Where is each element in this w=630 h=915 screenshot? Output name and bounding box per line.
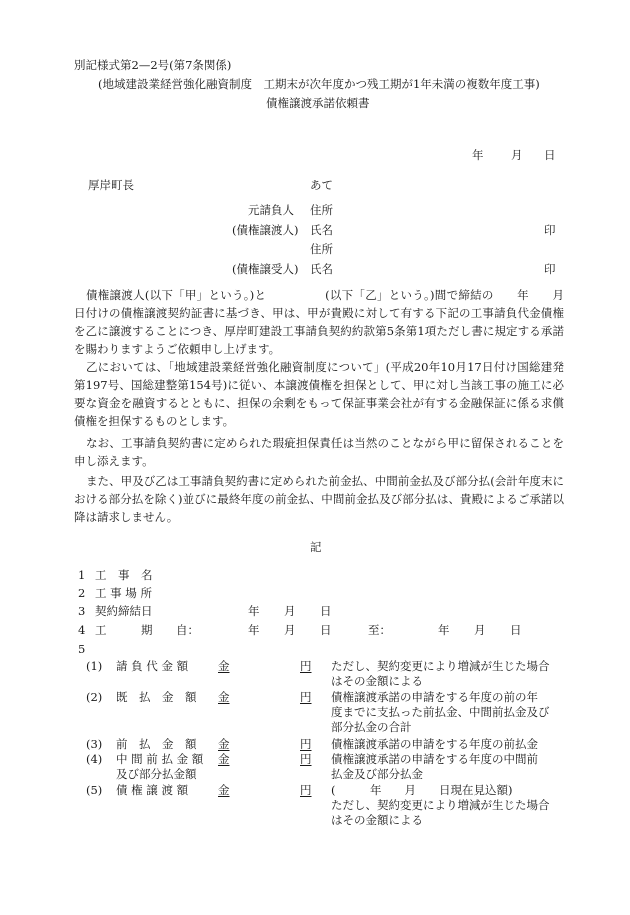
addressee-suffix: あて — [310, 178, 333, 192]
subitem-4-amount-prefix: 金 — [218, 752, 230, 766]
assignor-label: (債権譲渡人) — [232, 223, 299, 237]
subitem-3-label: 前 払 金 額 — [116, 737, 197, 751]
subitem-2-number: (2) — [86, 690, 103, 704]
item-2-label: 工 事 場 所 — [95, 586, 152, 600]
subitem-4-label-line-1: 中 間 前 払 金 額 — [116, 752, 204, 766]
assignee-label: (債権譲受人) — [232, 262, 299, 276]
date-month: 月 — [511, 148, 523, 162]
subitem-1-number: (1) — [86, 659, 103, 673]
subitem-5-note-line-3: はその金額による — [331, 813, 423, 827]
contractor-label: 元請負人 — [248, 203, 294, 217]
subitem-3-number: (3) — [86, 737, 103, 751]
subitem-1-note-line-2: はその金額による — [331, 674, 423, 688]
subitem-1-label: 請 負 代 金 額 — [116, 659, 189, 673]
form-number: 別記様式第2—2号(第7条関係) — [74, 58, 232, 72]
subitem-2-label: 既 払 金 額 — [116, 690, 197, 704]
subitem-5-number: (5) — [86, 783, 103, 797]
item-4-to-label: 至： — [368, 623, 391, 637]
subitem-1-amount-prefix: 金 — [218, 659, 230, 673]
item-3-year: 年 — [248, 604, 260, 618]
item-4-to-month: 月 — [474, 623, 486, 637]
item-4-from-day: 日 — [320, 623, 332, 637]
subitem-1-note-line-1: ただし、契約変更により増減が生じた場合 — [331, 659, 550, 673]
subitem-4-label-line-2: 及び部分払金額 — [116, 767, 197, 781]
subitem-2-amount-unit: 円 — [300, 690, 312, 704]
subitem-2-note-line-3: 部分払金の合計 — [331, 720, 412, 734]
address-label-2: 住所 — [310, 242, 333, 256]
date-day: 日 — [544, 148, 556, 162]
ki-marker: 記 — [310, 540, 322, 554]
subitem-4-amount-field — [218, 752, 312, 767]
seal-mark-2: 印 — [544, 262, 556, 276]
item-3-day: 日 — [320, 604, 332, 618]
item-4-to-year: 年 — [438, 623, 450, 637]
date-year: 年 — [472, 148, 484, 162]
item-4-number: 4 — [78, 623, 86, 637]
item-1-number: 1 — [78, 568, 86, 582]
body-paragraph-2: 乙においては、「地域建設業経営強化融資制度について」(平成20年10月17日付け国総建発第197号、国総建整第154号)に従い、本譲渡債権を担保として、甲に対し当該工事の施工に必要な資金を融資するとともに、担保の余剰をもって保証事業会社が有する金融保証に係る求償債権を担保するものとします。 — [74, 360, 564, 428]
item-4-to-day: 日 — [510, 623, 522, 637]
seal-mark-1: 印 — [544, 223, 556, 237]
subitem-3-amount-field — [218, 737, 312, 752]
subitem-4-number: (4) — [86, 752, 103, 766]
subitem-4-note-line-1: 債権譲渡承諾の申請をする年度の中間前 — [331, 752, 538, 766]
subitem-5-note-line-1: ( 年 月 日現在見込額) — [331, 783, 513, 797]
item-4-from-year: 年 — [248, 623, 260, 637]
subitem-5-amount-unit: 円 — [300, 783, 312, 797]
item-2-number: 2 — [78, 586, 86, 600]
addressee-name: 厚岸町長 — [88, 178, 134, 192]
subitem-4-amount-unit: 円 — [300, 752, 312, 766]
subitem-1-amount-field — [218, 659, 312, 674]
subitem-3-amount-unit: 円 — [300, 737, 312, 751]
item-4-label: 工 期 — [95, 623, 153, 637]
item-4-from-month: 月 — [284, 623, 296, 637]
item-5-number: 5 — [78, 642, 86, 656]
subitem-5-amount-prefix: 金 — [218, 783, 230, 797]
body-paragraph-3: なお、工事請負契約書に定められた瑕疵担保責任は当然のことながら甲に留保されることを申し添えます。 — [74, 436, 564, 468]
body-paragraph-1: 債権譲渡人(以下「甲」という。)と (以下「乙」という。)間で締結の 年 月 日付けの債権譲渡契約証書に基づき、甲は、甲が貴殿に対して有する下記の工事請負代金債権を乙に譲渡することにつき、厚岸町建設工事請負契約約款第5条第1項ただし書に規定する承諾を賜わりますようご依頼申し上げます。 — [74, 288, 587, 356]
item-4-from-label: 自： — [176, 623, 199, 637]
subitem-2-note-line-1: 債権譲渡承諾の申請をする年度の前の年 — [331, 690, 538, 704]
item-3-number: 3 — [78, 604, 86, 618]
subitem-1-amount-unit: 円 — [300, 659, 312, 673]
item-3-label: 契約締結日 — [95, 604, 153, 618]
subitem-2-amount-field — [218, 690, 312, 705]
subitem-3-amount-prefix: 金 — [218, 737, 230, 751]
body-paragraph-4: また、甲及び乙は工事請負契約書に定められた前金払、中間前金払及び部分払(会計年度末における部分払を除く)並びに最終年度の前金払、中間前金払及び部分払は、貴殿によるご承諾以降は請求しません。 — [74, 474, 564, 524]
name-label-2: 氏名 — [310, 262, 333, 276]
subitem-2-note-line-2: 度までに支払った前払金、中間前払金及び — [331, 705, 550, 719]
item-3-month: 月 — [284, 604, 296, 618]
subitem-5-note-line-2: ただし、契約変更により増減が生じた場合 — [331, 798, 550, 812]
subitem-3-note-line-1: 債権譲渡承諾の申請をする年度の前払金 — [331, 737, 538, 751]
subitem-5-label: 債 権 譲 渡 額 — [116, 783, 189, 797]
item-1-label: 工 事 名 — [95, 568, 153, 582]
subitem-5-amount-field — [218, 783, 312, 798]
name-label-1: 氏名 — [310, 223, 333, 237]
document-title: 債権譲渡承諾依頼書 — [266, 96, 370, 110]
document-subtitle: (地域建設業経営強化融資制度 工期末が次年度かつ残工期が1年未満の複数年度工事) — [98, 77, 540, 91]
address-label-1: 住所 — [310, 203, 333, 217]
subitem-4-note-line-2: 払金及び部分払金 — [331, 767, 423, 781]
subitem-2-amount-prefix: 金 — [218, 690, 230, 704]
